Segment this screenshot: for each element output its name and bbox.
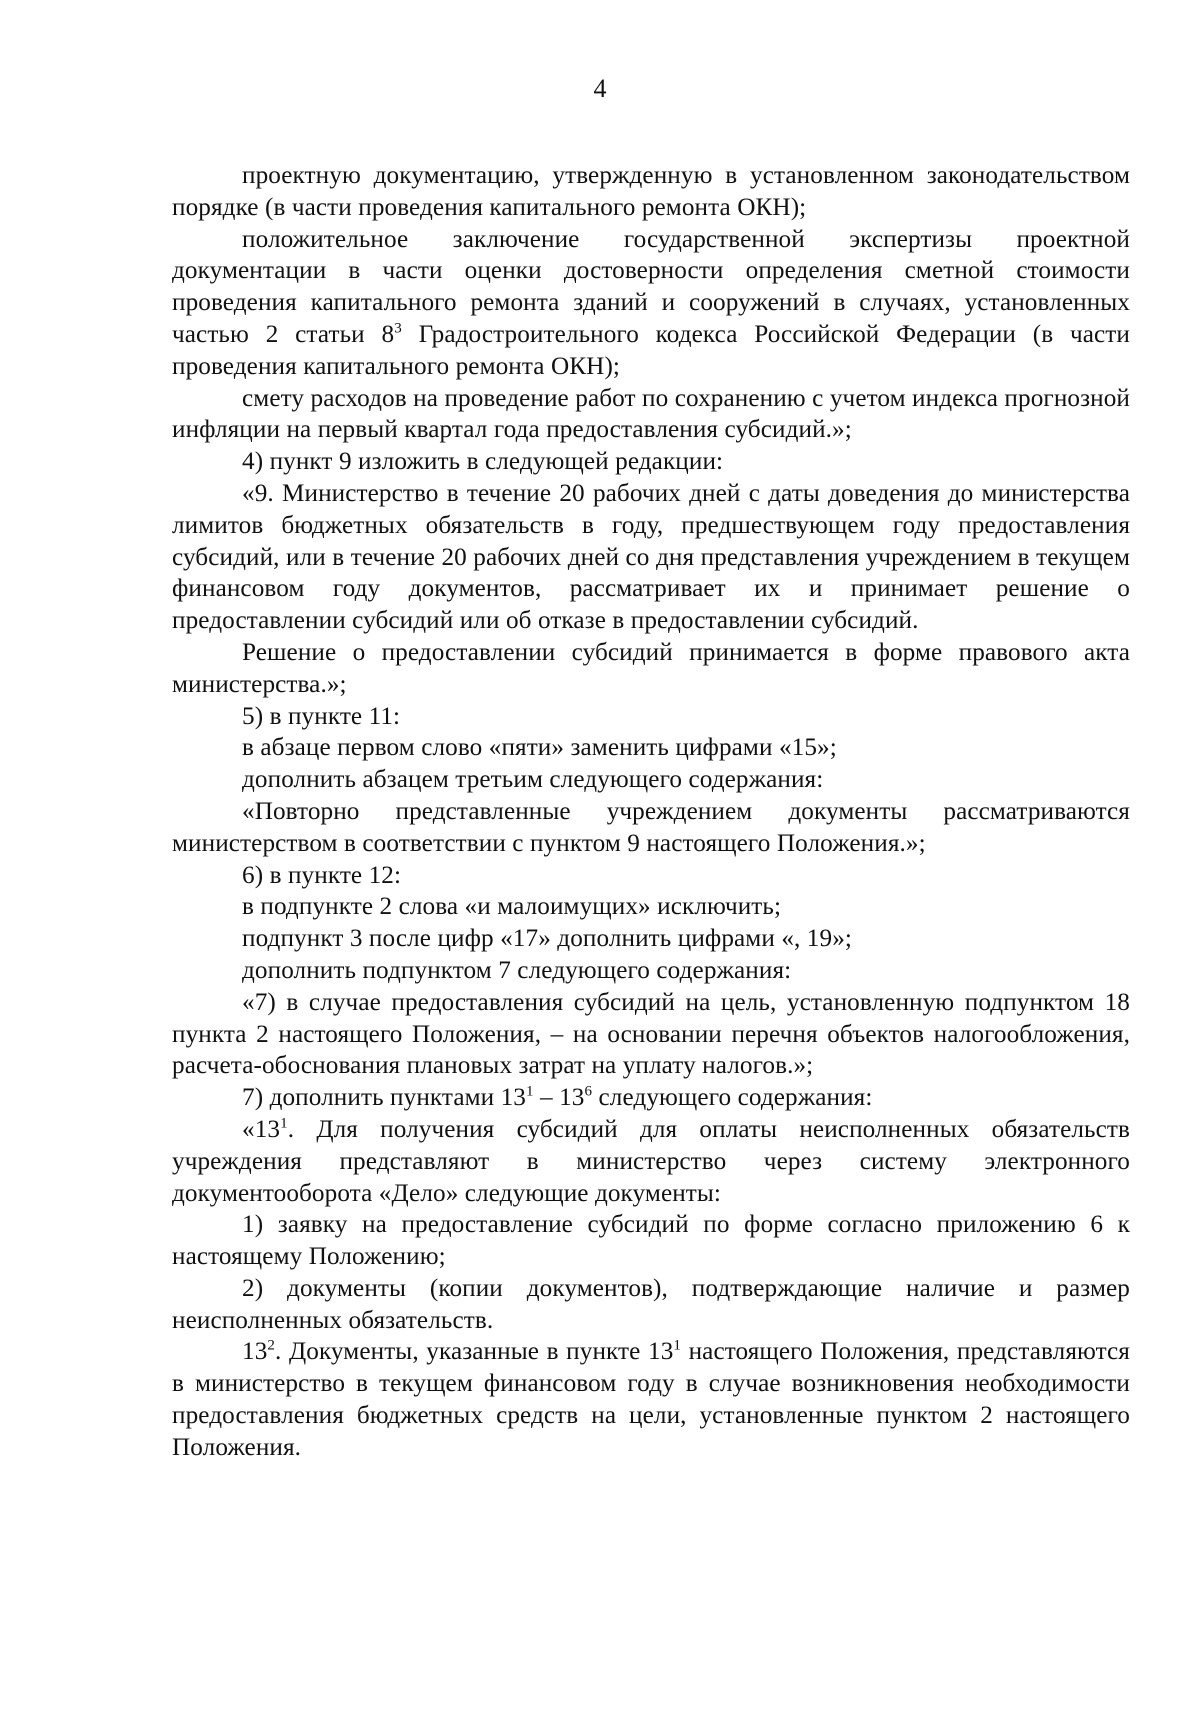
paragraph: «7) в случае предоставления субсидий на цель, установленную подпунктом 18 пункта 2 настоящего Положения, – на основании перечня объектов налогообложения, расчета-обоснования плановых затрат на уплату налогов.»; (172, 988, 1130, 1080)
paragraph: дополнить подпунктом 7 следующего содержания: (242, 956, 792, 984)
document-body (172, 160, 1130, 1464)
paragraph: «$13^1$. Для получения субсидий для оплаты неисполненных обязательств учреждения представляют в министерство через систему электронного документооборота «Дело» следующие документы: (172, 1115, 1130, 1207)
paragraph: 2) документы (копии документов), подтверждающие наличие и размер неисполненных обязательств. (172, 1274, 1130, 1334)
paragraph: в подпункте 2 слова «и малоимущих» исключить; (242, 893, 782, 921)
paragraph: в абзаце первом слово «пяти» заменить цифрами «15»; (242, 734, 837, 762)
page-number: 4 (593, 74, 607, 103)
paragraph: «9. Министерство в течение 20 рабочих дней с даты доведения до министерства лимитов бюджетных обязательств в году, предшествующем году предоставления субсидий, или в течение 20 рабочих дней со дня представления учреждением в текущем финансовом году документов, рассматривает их и принимает решение о предоставлении субсидий или об отказе в предоставлении субсидий. (172, 479, 1130, 635)
paragraph: 7) дополнить пунктами $13^1 - 13^6$ следующего содержания: (242, 1083, 873, 1112)
paragraph: 4) пункт 9 изложить в следующей редакции: (242, 448, 724, 476)
paragraph: Решение о предоставлении субсидий принимается в форме правового акта министерства.»; (172, 638, 1130, 698)
paragraph: «Повторно представленные учреждением документы рассматриваются министерством в соответствии с пунктом 9 настоящего Положения.»; (172, 797, 1130, 857)
paragraph: дополнить абзацем третьим следующего содержания: (242, 766, 824, 794)
paragraph: смету расходов на проведение работ по сохранению с учетом индекса прогнозной инфляции на первый квартал года предоставления субсидий.»; (172, 384, 1130, 444)
paragraph: 6) в пункте 12: (242, 861, 402, 889)
paragraph: 1) заявку на предоставление субсидий по форме согласно приложению 6 к настоящему Положению; (172, 1211, 1130, 1271)
paragraph: $13^2$. Документы, указанные в пункте $13^1$ настоящего Положения, представляются в министерство в текущем финансовом году в случае возникновения необходимости предоставления бюджетных средств на цели, установленные пунктом 2 настоящего Положения. (172, 1338, 1130, 1461)
paragraph: положительное заключение государственной экспертизы проектной документации в части оценки достоверности определения сметной стоимости проведения капитального ремонта зданий и сооружений в случаях, установленных частью 2 статьи $8^3$ Градостроительного кодекса Российской Федерации (в части проведения капитального ремонта ОКН); (172, 225, 1130, 380)
paragraph: 5) в пункте 11: (242, 702, 401, 730)
paragraph: проектную документацию, утвержденную в установленном законодательством порядке (в части проведения капитального ремонта ОКН); (172, 162, 1130, 221)
paragraph: подпункт 3 после цифр «17» дополнить цифрами «, 19»; (242, 925, 852, 953)
